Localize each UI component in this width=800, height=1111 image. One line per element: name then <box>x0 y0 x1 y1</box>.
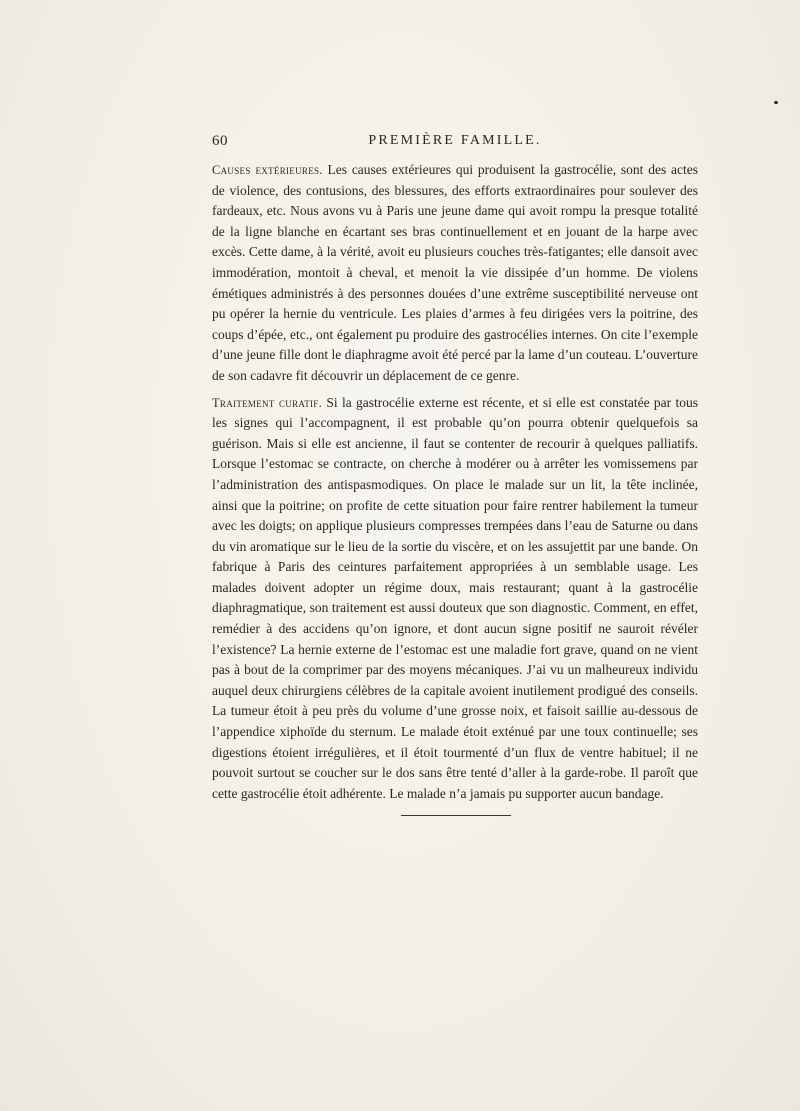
running-head: PREMIÈRE FAMILLE. <box>368 133 542 148</box>
body-text <box>212 160 698 810</box>
paragraph-lead: Traitement curatif. <box>212 395 323 410</box>
paragraph-text: Si la gastrocélie externe est récente, et si elle est constatée par tous les signes qui l’accompagnent, il est probable qu’on pourra obtenir quelquefois sa guérison. Mais si elle est ancienne, il faut se contenter de recourir à quelques palliatifs. Lorsque l’estomac se contracte, on cherche à modérer ou à arrêter les vomissemens par l’administration des antispasmodiques. On place le malade sur un lit, la tête inclinée, ainsi que la poitrine; on profite de cette situation pour faire rentrer habilement la tumeur avec les doigts; on applique plusieurs compresses trempées dans l’eau de Saturne ou dans du vin aromatique sur le lieu de la sortie du viscère, et on les assujettit par une bande. On fabrique à Paris des ceintures parfaitement appropriées à un semblable usage. Les malades doivent adopter un régime doux, mais restaurant; quant à la gastrocélie diaphragmatique, son traitement est aussi douteux que son diagnostic. Comment, en effet, remédier à des accidens qu’on ignore, et dont aucun signe positif ne sauroit révéler l’existence? La hernie externe de l’estomac est une maladie fort grave, quand on ne vient pas à bout de la comprimer par des moyens mécaniques. J’ai vu un malheureux individu auquel deux chirurgiens célèbres de la capitale avoient inutilement prodigué des conseils. La tumeur étoit à peu près du volume d’une grosse noix, et faisoit saillie au-dessous de l’appendice xiphoïde du sternum. Le malade étoit exténué par une toux continuelle; ses digestions étoient irrégulières, et il étoit tourmenté d’un flux de ventre habituel; il ne pouvoit surtout se coucher sur le dos sans être tenté d’aller à la garde-robe. Il paroît que cette gastrocélie étoit adhérente. Le malade n’a jamais pu supporter aucun bandage. <box>212 394 698 801</box>
page-header <box>212 133 698 157</box>
section-end-rule <box>401 815 511 816</box>
paragraph-lead: Causes extérieures. <box>212 163 323 177</box>
page-number: 60 <box>212 133 228 149</box>
ink-speck <box>774 101 778 104</box>
paragraph-traitement-curatif <box>212 393 698 805</box>
paragraph-causes-exterieures <box>212 160 698 387</box>
paragraph-text: Les causes extérieures qui produisent la gastrocélie, sont des actes de violence, des contusions, des blessures, des efforts extraordinaires pour soulever des fardeaux, etc. Nous avons vu à Paris une jeune dame qui avoit rompu la presque totalité de la ligne blanche en écartant ses bras continuellement et en jouant de la harpe avec excès. Cette dame, à la vérité, avoit eu plusieurs couches très-fatigantes; elle dansoit avec immodération, montoit à cheval, et menoit la vie dissipée d’un homme. De violens émétiques administrés à des personnes douées d’une extrême susceptibilité nerveuse ont pu opérer la hernie du ventricule. Les plaies d’armes à feu dirigées vers la poitrine, des coups d’épée, etc., ont également pu produire des gastrocélies internes. On cite l’exemple d’une jeune fille dont le diaphragme avoit été percé par la lame d’un couteau. L’ouverture de son cadavre fit découvrir un déplacement de ce genre. <box>212 162 698 383</box>
